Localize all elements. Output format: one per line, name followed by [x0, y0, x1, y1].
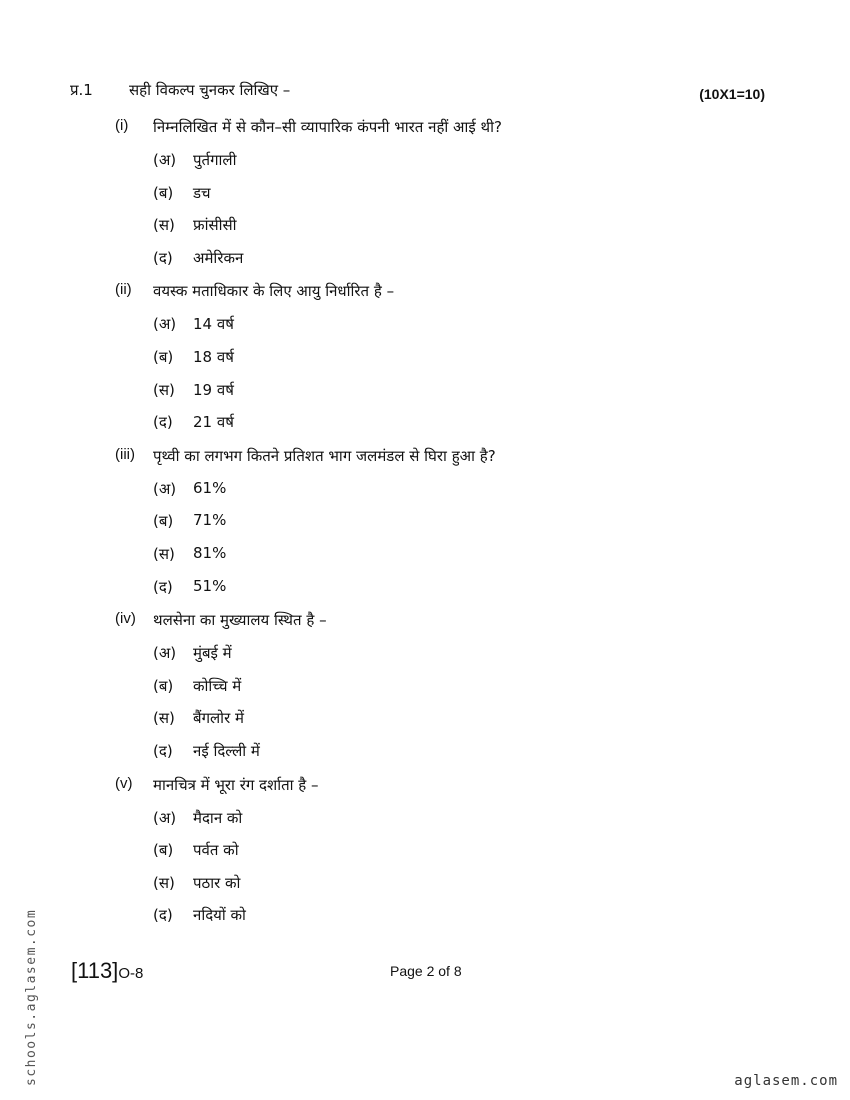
option-label: (स)	[153, 216, 175, 235]
option-item	[0, 215, 850, 239]
question-number: प्र.1	[70, 81, 93, 99]
option-text: 21 वर्ष	[193, 413, 234, 432]
option-item	[0, 808, 850, 832]
option-text: नई दिल्ली में	[193, 742, 260, 760]
option-item	[0, 643, 850, 667]
option-text: डच	[193, 183, 211, 202]
option-label: (द)	[153, 906, 173, 925]
option-label: (ब)	[153, 512, 174, 531]
option-label: (स)	[153, 709, 175, 728]
option-item	[0, 412, 850, 436]
option-label: (ब)	[153, 348, 174, 366]
option-item	[0, 314, 850, 338]
option-item	[0, 347, 850, 371]
option-text: फ्रांसीसी	[193, 216, 237, 235]
option-item	[0, 479, 850, 503]
option-label: (ब)	[153, 183, 174, 202]
subquestion-number: (i)	[115, 117, 129, 134]
option-label: (अ)	[153, 315, 177, 334]
subquestion-text: वयस्क मताधिकार के लिए आयु निर्धारित है –	[153, 282, 395, 301]
option-item	[0, 873, 850, 897]
option-item	[0, 708, 850, 732]
option-item	[0, 248, 850, 272]
option-text: पुर्तगाली	[193, 151, 237, 169]
option-text: कोच्चि में	[193, 676, 242, 695]
option-item	[0, 544, 850, 568]
paper-code	[71, 958, 143, 984]
question-header	[70, 80, 770, 110]
option-text: मुंबई में	[193, 644, 232, 663]
option-item	[0, 511, 850, 535]
option-label: (ब)	[153, 841, 174, 860]
option-text: 18 वर्ष	[193, 348, 234, 366]
subquestion-number: (iii)	[115, 445, 135, 463]
subquestion-number: (iv)	[115, 610, 136, 628]
bottom-watermark: aglasem.com	[734, 1073, 838, 1089]
option-text: मैदान को	[193, 808, 243, 827]
option-text: बैंगलोर में	[193, 709, 244, 728]
option-item	[0, 577, 850, 601]
option-text: 71%	[193, 511, 227, 530]
option-item	[0, 676, 850, 700]
option-label: (अ)	[153, 644, 177, 663]
subquestion-number: (v)	[115, 774, 133, 792]
option-label: (द)	[153, 742, 173, 760]
question-marks: (10X1=10)	[699, 86, 765, 102]
option-text: 61%	[193, 478, 227, 497]
option-label: (ब)	[153, 676, 174, 695]
option-label: (अ)	[153, 151, 177, 169]
option-text: अमेरिकन	[193, 248, 244, 267]
option-item	[0, 741, 850, 765]
option-text: पठार को	[193, 873, 241, 892]
option-label: (द)	[153, 577, 173, 596]
option-label: (द)	[153, 248, 173, 267]
option-text: 51%	[193, 576, 227, 595]
question-instruction: सही विकल्प चुनकर लिखिए –	[129, 81, 291, 99]
option-label: (अ)	[153, 808, 177, 827]
option-item	[0, 840, 850, 864]
subquestion-text: मानचित्र में भूरा रंग दर्शाता है –	[153, 775, 319, 794]
option-label: (अ)	[153, 479, 177, 498]
option-label: (स)	[153, 873, 175, 892]
paper-code-suffix: O-8	[118, 965, 144, 982]
option-label: (द)	[153, 413, 173, 432]
option-text: 81%	[193, 544, 227, 562]
option-text: 14 वर्ष	[193, 315, 234, 334]
option-text: 19 वर्ष	[193, 380, 234, 399]
side-watermark: schools.aglasem.com	[24, 908, 39, 1086]
option-item	[0, 150, 850, 174]
subquestion-text: निम्नलिखित में से कौन–सी व्यापारिक कंपनी भारत नहीं आई थी?	[153, 118, 502, 136]
page-number: Page 2 of 8	[390, 963, 462, 979]
option-item	[0, 183, 850, 207]
paper-code-main: [113]	[71, 958, 119, 983]
option-item	[0, 380, 850, 404]
option-item	[0, 905, 850, 929]
subquestion-text: थलसेना का मुख्यालय स्थित है –	[153, 611, 327, 630]
subquestion-text: पृथ्वी का लगभग कितने प्रतिशत भाग जलमंडल से घिरा हुआ है?	[153, 446, 496, 465]
option-text: पर्वत को	[193, 841, 239, 860]
option-text: नदियों को	[193, 906, 246, 925]
option-label: (स)	[153, 545, 175, 563]
option-label: (स)	[153, 380, 175, 399]
subquestion-number: (ii)	[115, 281, 132, 299]
